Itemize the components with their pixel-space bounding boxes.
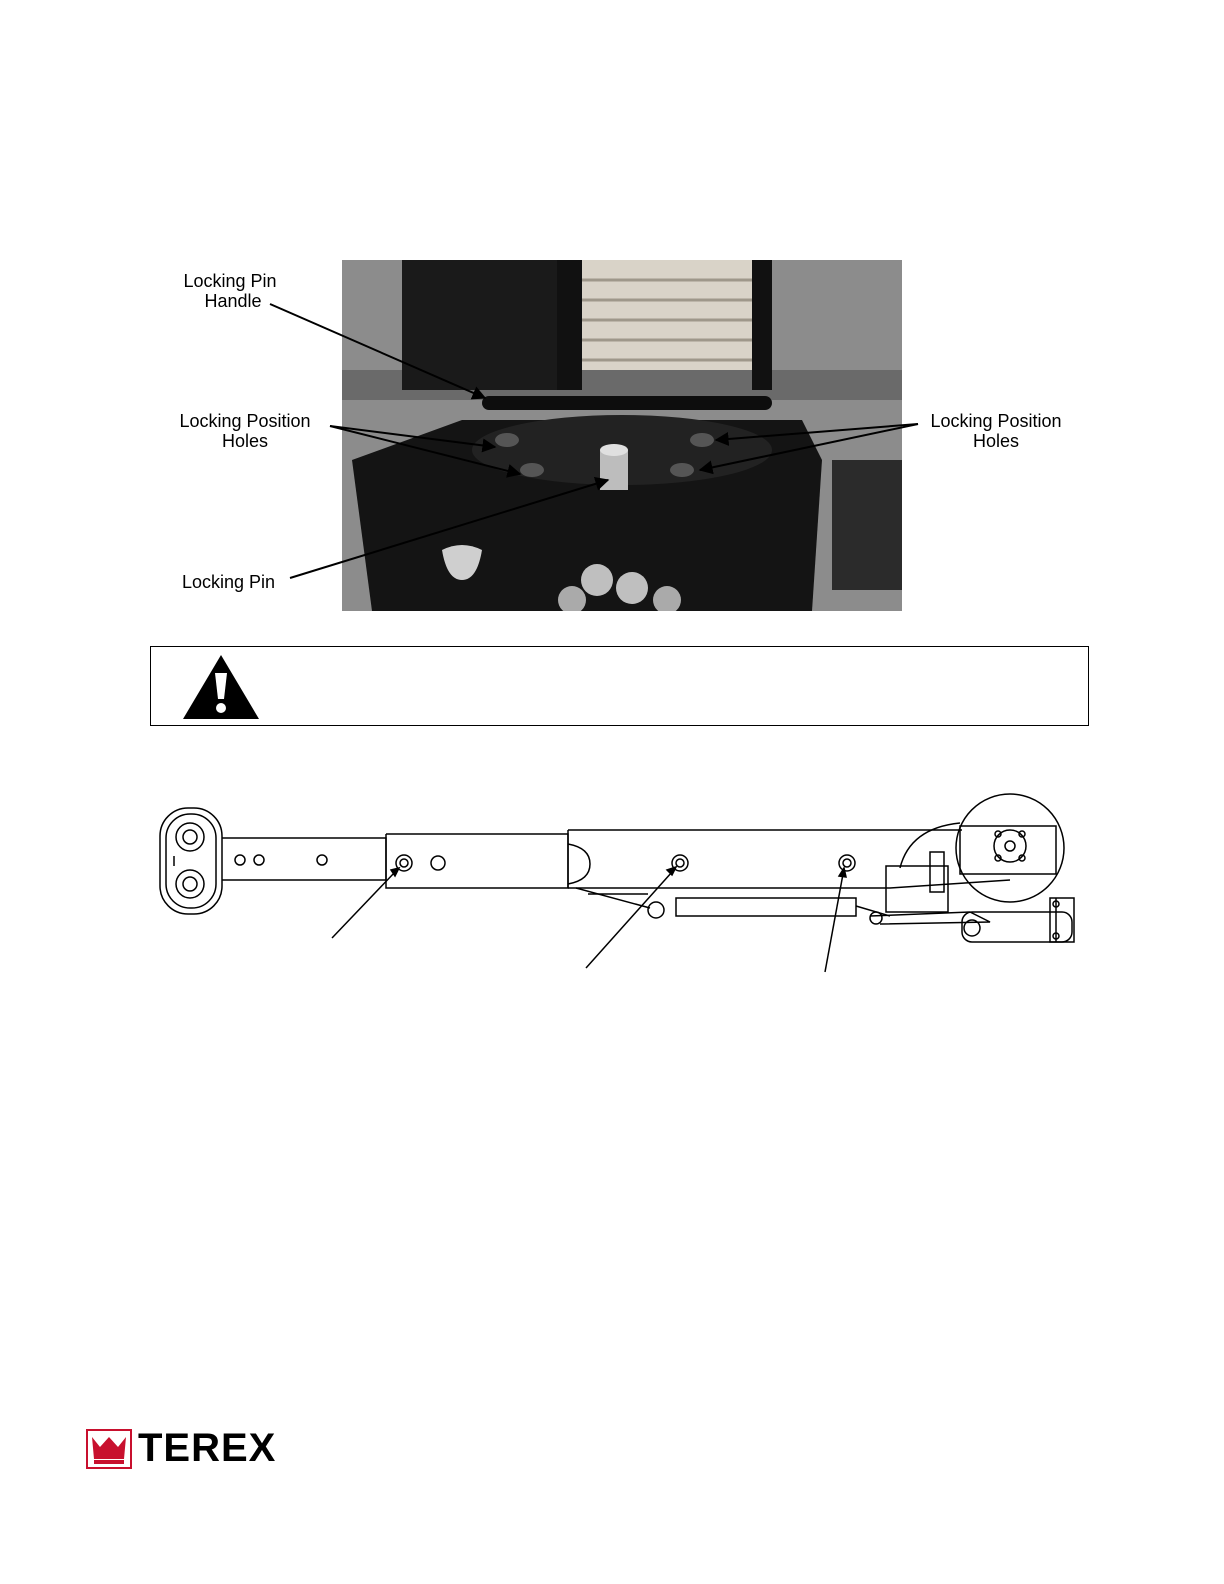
callout-handle-line1: Locking Pin bbox=[183, 271, 277, 291]
photo-illustration bbox=[342, 260, 902, 611]
callout-locking-position-holes-right bbox=[922, 411, 1070, 451]
callout-right-holes-line1: Locking Position bbox=[930, 411, 1062, 431]
callout-locking-pin: Locking Pin bbox=[182, 572, 276, 592]
callout-left-holes-line2: Holes bbox=[221, 431, 269, 451]
boom-diagram bbox=[150, 788, 1090, 978]
inner-boom-section bbox=[222, 838, 386, 880]
callout-handle-line2: Handle bbox=[204, 291, 262, 311]
callout-right-holes-line2: Holes bbox=[972, 431, 1020, 451]
terex-crown-icon bbox=[86, 1429, 132, 1469]
locking-pin-photo bbox=[342, 260, 902, 611]
middle-boom-section bbox=[386, 834, 568, 888]
callout-locking-pin-handle bbox=[172, 271, 288, 311]
lift-cylinder bbox=[676, 898, 856, 916]
terex-logo-text: TEREX bbox=[138, 1426, 277, 1470]
slew-ring bbox=[956, 794, 1064, 902]
terex-logo bbox=[86, 1426, 310, 1470]
callout-locking-position-holes-left bbox=[172, 411, 318, 451]
warning-box bbox=[150, 646, 1089, 726]
warning-triangle-icon bbox=[181, 653, 261, 721]
callout-left-holes-line1: Locking Position bbox=[179, 411, 311, 431]
